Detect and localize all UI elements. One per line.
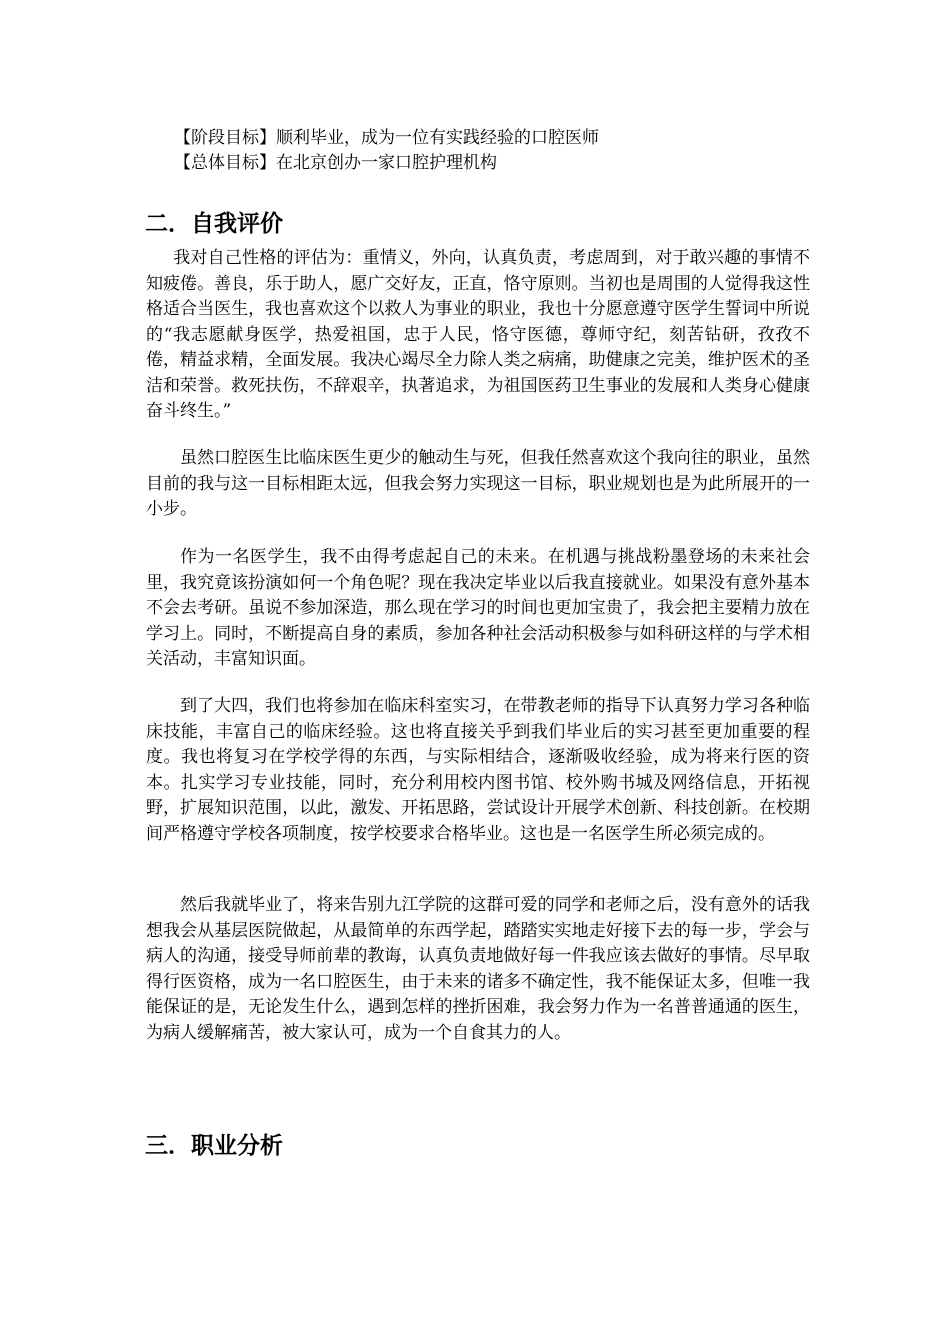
paragraph-personality: 我对自己性格的评估为：重情义，外向，认真负责，考虑周到，对于敢兴趣的事情不知疲倦。善良，乐于助人，愿广交好友，正直，恪守原则。当初也是周围的人觉得我这性格适合当医生，我也喜欢这个以救人为事业的职业，我也十分愿意遵守医学生誓词中所说的“我志愿献身医学，热爱祖国，忠于人民，恪守医德，尊师守纪，刻苦钻研，孜孜不倦，精益求精，全面发展。我决心竭尽全力除人类之病痛，助健康之完美，维护医术的圣洁和荣誉。救死扶伤，不辞艰辛，执著追求，为祖国医药卫生事业的发展和人类身心健康奋斗终生。”: [146, 248, 810, 421]
stage-goal-line: 【阶段目标】顺利毕业，成为一位有实践经验的口腔医师: [174, 128, 599, 148]
paragraph-after-graduation: 然后我就毕业了，将来告别九江学院的这群可爱的同学和老师之后，没有意外的话我想我会从基层医院做起，从最简单的东西学起，踏踏实实地走好接下去的每一步，学会与病人的沟通，接受导师前辈的教诲，认真负责地做好每一件我应该去做好的事情。尽早取得行医资格，成为一名口腔医生，由于未来的诸多不确定性，我不能保证太多，但唯一我能保证的是，无论发生什么，遇到怎样的挫折困难，我会努力作为一名普普通通的医生，为病人缓解痛苦，被大家认可，成为一个自食其力的人。: [146, 895, 810, 1043]
paragraph-dental-career: 虽然口腔医生比临床医生更少的触动生与死，但我任然喜欢这个我向往的职业，虽然目前的我与这一目标相距太远，但我会努力实现这一目标，职业规划也是为此所展开的一小步。: [146, 448, 810, 519]
overall-goal-line: 【总体目标】在北京创办一家口腔护理机构: [174, 153, 497, 173]
section-heading-career-analysis: 三．职业分析: [145, 1133, 283, 1159]
section-heading-self-evaluation: 二．自我评价: [145, 211, 283, 237]
paragraph-future-plans: 作为一名医学生，我不由得考虑起自己的未来。在机遇与挑战粉墨登场的未来社会里，我究竟该扮演如何一个角色呢？现在我决定毕业以后我直接就业。如果没有意外基本不会去考研。虽说不参加深造，那么现在学习的时间也更加宝贵了，我会把主要精力放在学习上。同时，不断提高自身的素质，参加各种社会活动积极参与如科研这样的与学术相关活动，丰富知识面。: [146, 547, 810, 669]
paragraph-internship: 到了大四，我们也将参加在临床科室实习，在带教老师的指导下认真努力学习各种临床技能，丰富自己的临床经验。这也将直接关乎到我们毕业后的实习甚至更加重要的程度。我也将复习在学校学得的东西，与实际相结合，逐渐吸收经验，成为将来行医的资本。扎实学习专业技能，同时，充分利用校内图书馆、校外购书城及网络信息，开拓视野，扩展知识范围，以此，激发、开拓思路，尝试设计开展学术创新、科技创新。在校期间严格遵守学校各项制度，按学校要求合格毕业。这也是一名医学生所必须完成的。: [146, 696, 810, 844]
